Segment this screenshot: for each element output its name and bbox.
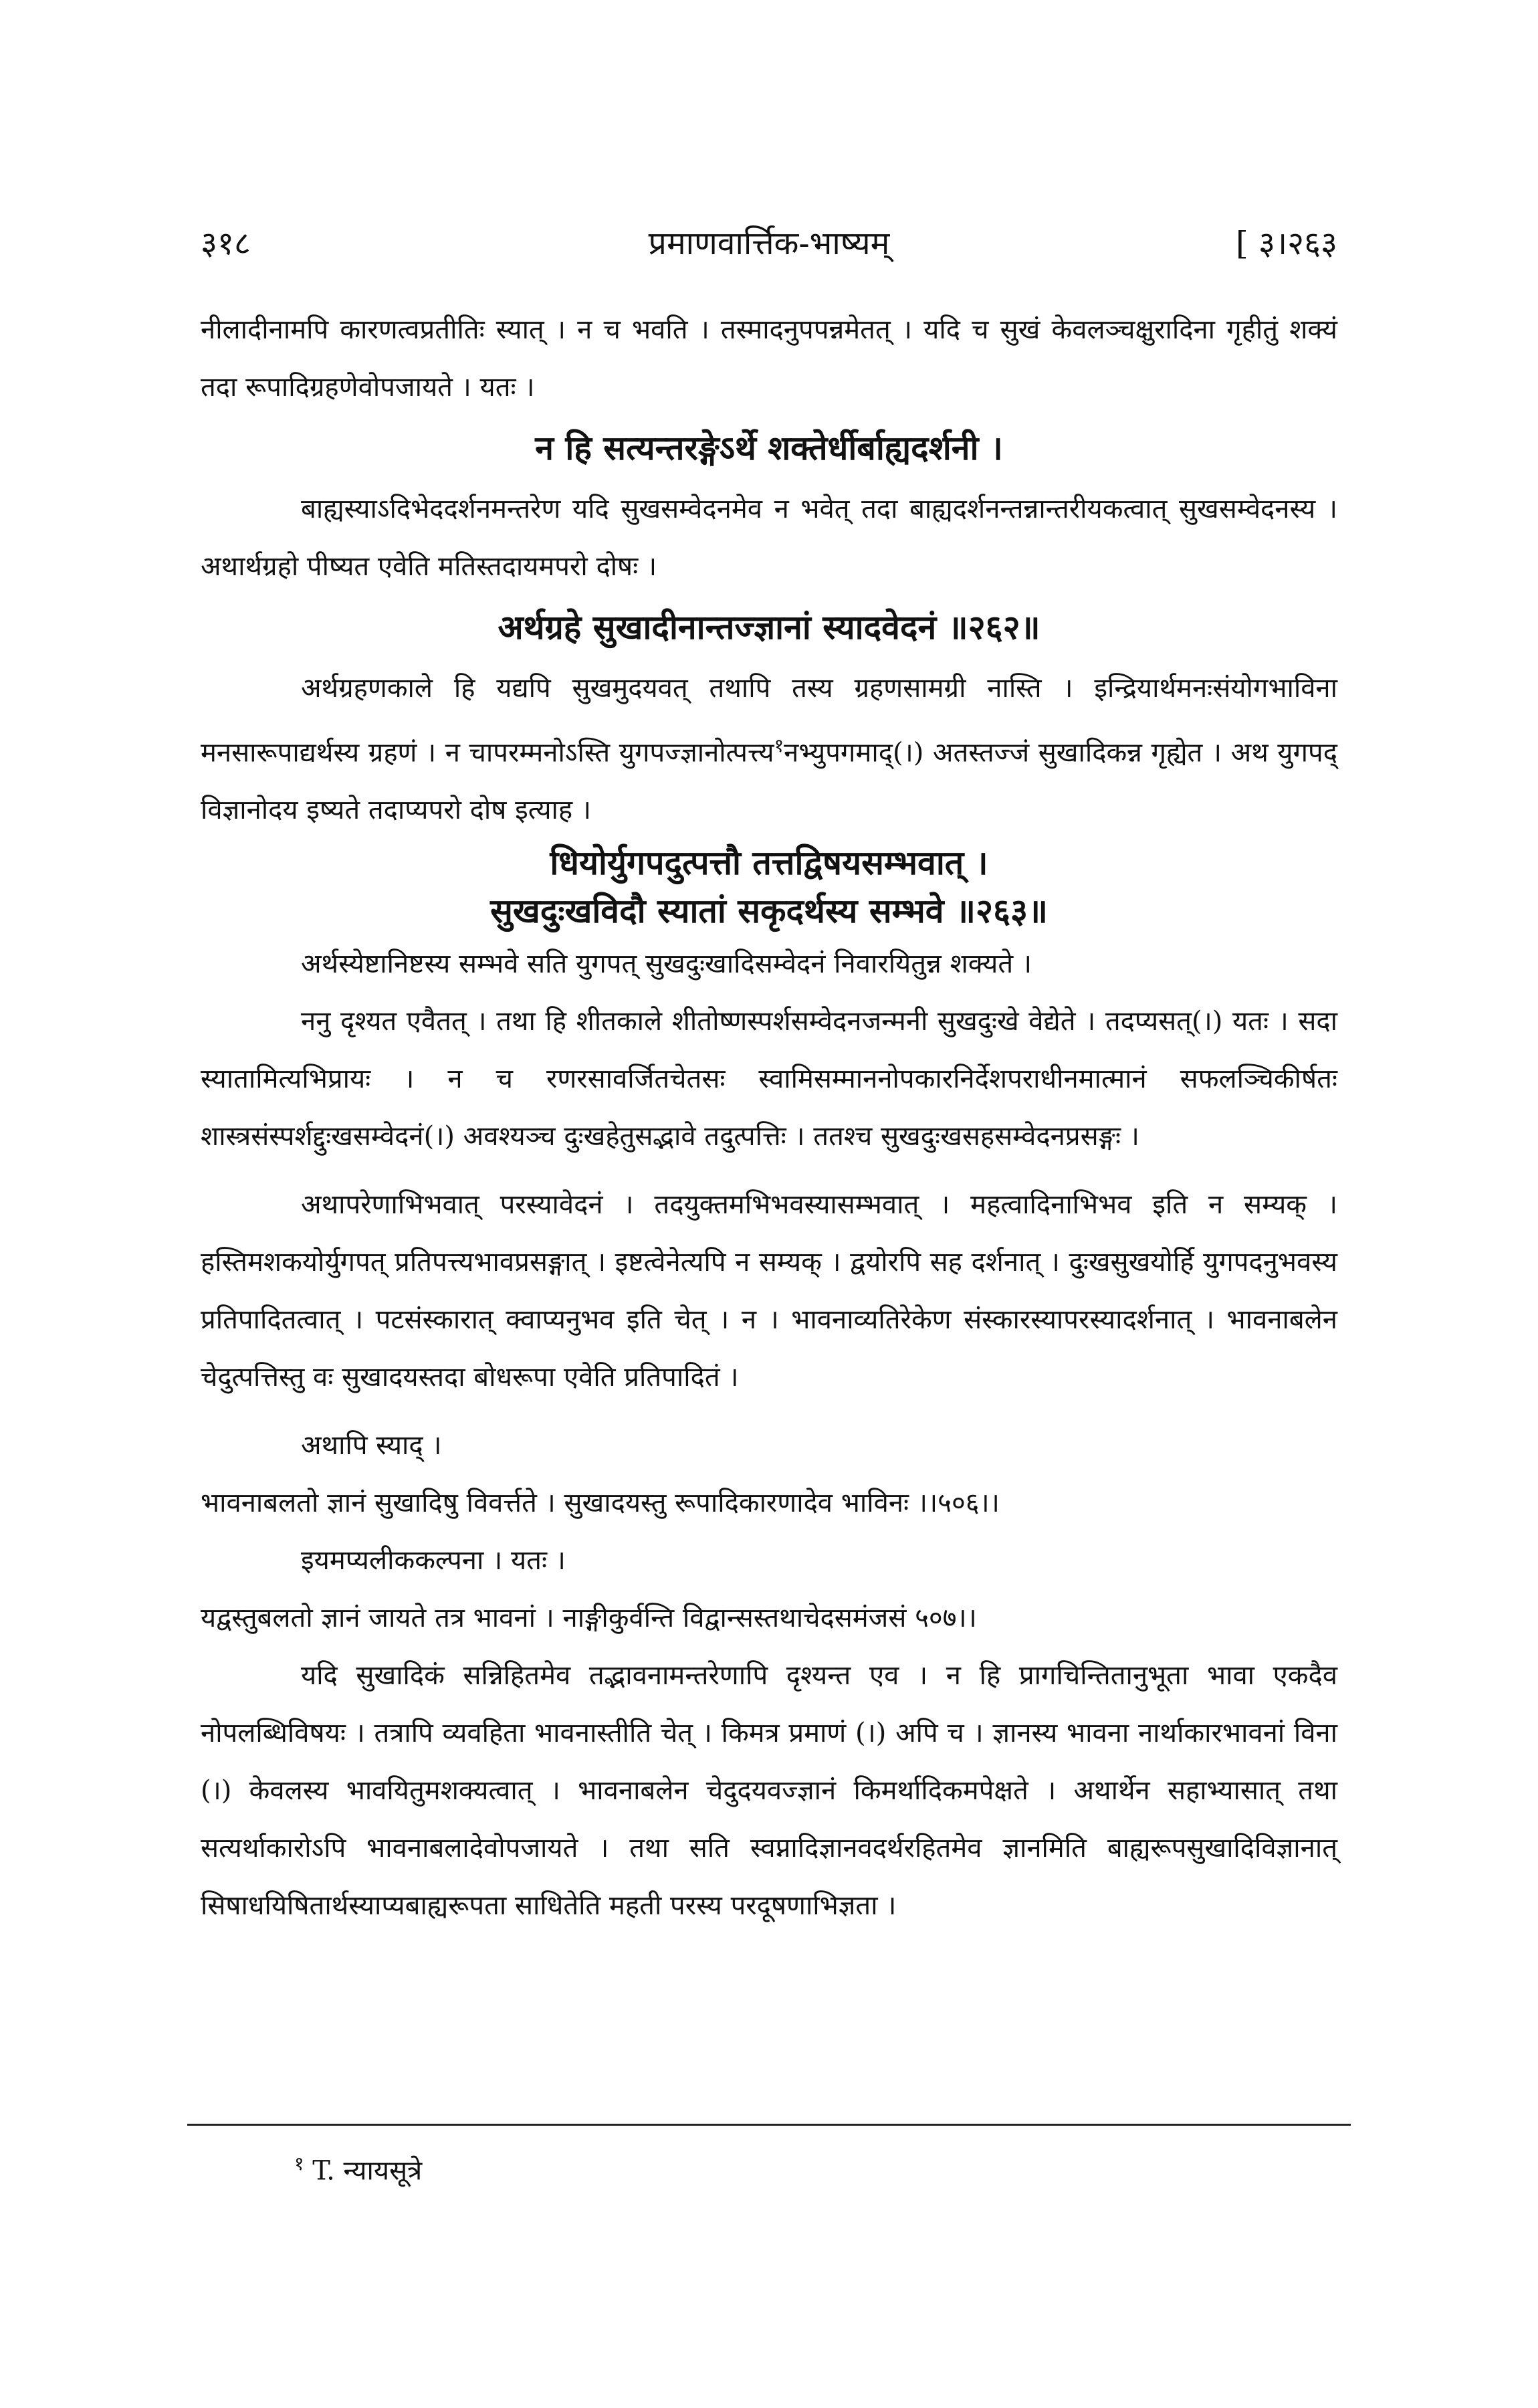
- commentary-paragraph: नीलादीनामपि कारणत्वप्रतीतिः स्यात् । न च भवति । तस्मादनुपपन्नमेतत् । यदि च सुखं केवलञ्चक्षुरादिना गृहीतुं शक्यं तदा रूपादिग्रहणेवोपजायते । यतः ।: [201, 314, 1337, 403]
- footnote-divider: [187, 2124, 1351, 2126]
- karika-verse: भावनाबलतो ज्ञानं सुखादिषु विवर्त्तते । सुखादयस्तु रूपादिकारणादेव भाविनः ।।५०६।।: [201, 1488, 1000, 1519]
- karika-verse: यद्वस्तुबलतो ज्ञानं जायते तत्र भावनां । नाङ्गीकुर्वन्ति विद्वान्सस्तथाचेदसमंजसं ५०७।।: [201, 1603, 977, 1634]
- running-title: प्रमाणवार्त्तिक-भाष्यम्: [648, 225, 890, 262]
- footnote: [294, 2150, 422, 2187]
- commentary-text: नभ्युपगमाद्(।) अतस्तज्जं सुखादिकन्न गृह्येत । अथ युगपद् विज्ञानोदय इष्यते तदाप्यपरो दोष इत्याह ।: [201, 737, 1337, 826]
- footnote-mark: १: [294, 2152, 304, 2175]
- spacer: [201, 1165, 1337, 1176]
- verse-line: धियोर्युगपदुत्पत्तौ तत्तद्विषयसम्भवात् ।: [550, 843, 988, 883]
- commentary-paragraph: यदि सुखादिकं सन्निहितमेव तद्भावनामन्तरेणापि दृश्यन्त एव । न हि प्रागचिन्तितानुभूता भावा एकदैव नोपलब्धिविषयः । तत्रापि व्यवहिता भावनास्तीति चेत् । किमत्र प्रमाणं (।) अपि च । ज्ञानस्य भावना नार्थाकारभावनां विना (।) केवलस्य भावयितुमशक्यत्वात् । भावनाबलेन चेदुदयवज्ज्ञानं किमर्थादिकमपेक्षते । अथार्थेन सहाभ्यासात् तथा सत्यर्थाकारोऽपि भावनाबलादेवोपजायते । तथा सति स्वप्नादिज्ञानवदर्थरहितमेव ज्ञानमिति बाह्यरूपसुखादिविज्ञानात् सिषाधयिषितार्थस्याप्यबाह्यरूपता साधितेति महती परस्य परदूषणाभिज्ञता ।: [201, 1660, 1337, 1922]
- commentary-paragraph: अथापि स्याद् ।: [301, 1430, 442, 1462]
- commentary-paragraph: बाह्यस्याऽदिभेददर्शनमन्तरेण यदि सुखसम्वेदनमेव न भवेत् तदा बाह्यदर्शनन्तन्नान्तरीयकत्वात् सुखसम्वेदनस्य । अथार्थग्रहो पीष्यत एवेति मतिस्तदायमपरो दोषः ।: [201, 494, 1337, 582]
- commentary-paragraph: ननु दृश्यत एवैतत् । तथा हि शीतकाले शीतोष्णस्पर्शसम्वेदनजन्मनी सुखदुःखे वेद्येते । तदप्यसत्(।) यतः । सदा स्यातामित्यभिप्रायः । न च रणरसावर्जितचेतसः स्वामिसम्माननोपकारनिर्देशपराधीनमात्मानं सफलञ्चिकीर्षतः शास्त्रसंस्पर्शद्दुःखसम्वेदनं(।) अवश्यञ्च दुःखहेतुसद्भावे तदुत्पत्तिः । ततश्च सुखदुःखसहसम्वेदनप्रसङ्गः ।: [201, 1006, 1337, 1152]
- section-reference: [ ३।२६३: [1235, 225, 1337, 262]
- commentary-paragraph: अर्थस्येष्टानिष्टस्य सम्भवे सति युगपत् सुखदुःखादिसम्वेदनं निवारयितुन्न शक्यते ।: [301, 948, 1032, 980]
- commentary-paragraph: अथापरेणाभिभवात् परस्यावेदनं । तदयुक्तमभिभवस्यासम्भवात् । महत्वादिनाभिभव इति न सम्यक् । हस्तिमशकयोर्युगपत् प्रतिपत्त्यभावप्रसङ्गात् । इष्टत्वेनेत्यपि न सम्यक् । द्वयोरपि सह दर्शनात् । दुःखसुखयोर्हि युगपदनुभवस्य प्रतिपादितत्वात् । पटसंस्कारात् क्वाप्यनुभव इति चेत् । न । भावनाव्यतिरेकेण संस्कारस्यापरस्यादर्शनात् । भावनाबलेन चेदुत्पत्तिस्तु वः सुखादयस्तदा बोधरूपा एवेति प्रतिपादितं ।: [201, 1189, 1337, 1393]
- spacer: [201, 1406, 1337, 1417]
- commentary-paragraph: इयमप्यलीककल्पना । यतः ।: [301, 1545, 566, 1577]
- running-header: [201, 221, 1337, 268]
- verse-line: न हि सत्यन्तरङ्गेऽर्थे शक्तेर्धीर्बाह्यदर्शनी ।: [535, 428, 1003, 468]
- verse-line: अर्थग्रहे सुखादीनान्तज्ज्ञानां स्यादवेदनं ॥२६२॥: [498, 607, 1040, 647]
- verse-line: सुखदुःखविदौ स्यातां सकृदर्थस्य सम्भवे ॥२६३॥: [490, 891, 1048, 931]
- commentary-text: अर्थग्रहणकाले हि यद्यपि सुखमुदयवत् तथापि तस्य ग्रहणसामग्री नास्ति । इन्द्रियार्थमनःसंयोगभाविना मनसारूपाद्यर्थस्य ग्रहणं । न चापरम्मनोऽस्ति युगपज्ज्ञानोत्पत्त्य: [201, 673, 1337, 769]
- footnote-text: T. न्यायसूत्रे: [312, 2155, 423, 2187]
- commentary-paragraph: [201, 660, 1337, 839]
- page-number: ३१८: [201, 225, 251, 262]
- footnote-reference: १: [774, 734, 784, 757]
- page-body: [201, 301, 1337, 1934]
